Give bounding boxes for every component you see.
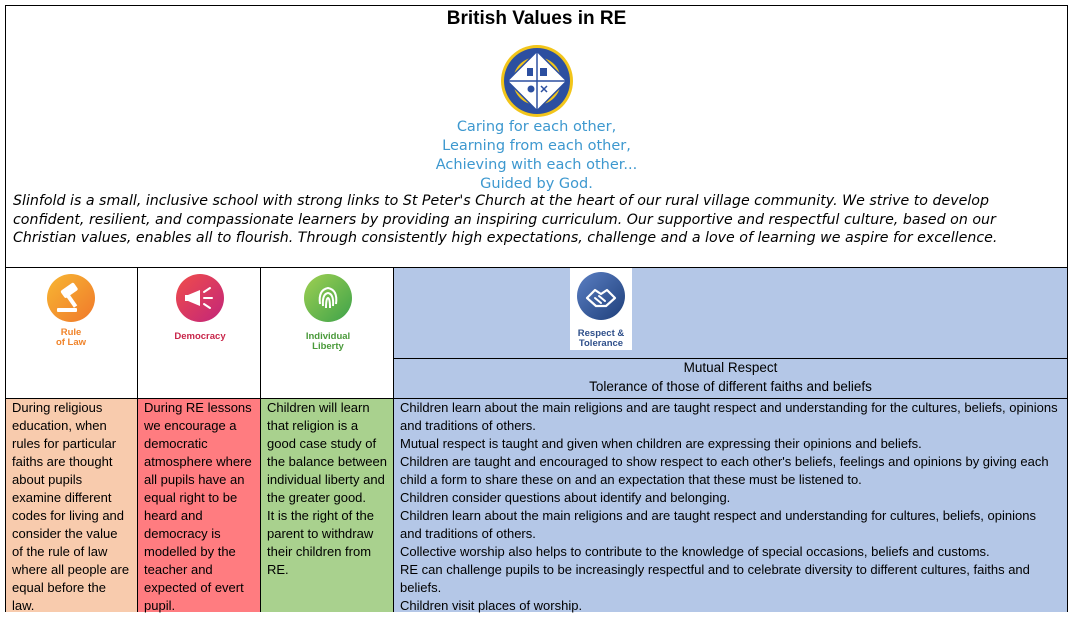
liberty-cell: [261, 398, 393, 612]
respect-label: Respect &: [577, 328, 625, 339]
list-item: Collective worship also helps to contribute to the knowledge of special occasions, beliefs and customs.: [400, 544, 990, 559]
liberty-text: It is the right of the parent to withdraw their children from RE.: [267, 508, 374, 577]
list-item: Children learn about the main religions and are taught respect and understanding for cultures, beliefs, opinions and traditions of others.: [400, 508, 1036, 541]
democracy-label: Democracy: [174, 331, 226, 342]
megaphone-icon: [170, 270, 230, 326]
column-divider: [137, 268, 138, 612]
liberty-label: Liberty: [312, 341, 344, 352]
column-divider: [260, 268, 261, 612]
row-divider: [394, 358, 1067, 359]
list-item: Children consider questions about identify and belonging.: [400, 490, 731, 505]
fingerprint-icon: [300, 270, 356, 326]
democracy-badge: [170, 270, 230, 350]
row-divider: [6, 398, 1067, 399]
rule-of-law-badge: [43, 270, 99, 350]
democracy-text: During RE lessons we encourage a democratic atmosphere where all pupils have an equal right to be heard and democracy is modelled by the teacher and expected of evert pupil.: [144, 400, 252, 613]
school-crest-logo: [500, 44, 574, 118]
list-item: Children visit places of worship.: [400, 598, 583, 613]
tolerance-heading: Tolerance of those of different faiths and beliefs: [589, 379, 872, 394]
mutual-respect-heading: Mutual Respect: [683, 360, 778, 375]
list-item: RE can challenge pupils to be increasingly respectful and to celebrate diversity to different cultures, faiths and beliefs.: [400, 562, 1030, 595]
democracy-cell: [138, 398, 260, 612]
respect-badge: [570, 268, 632, 350]
school-motto: [6, 118, 1067, 194]
document-frame: [5, 5, 1068, 612]
handshake-icon: [570, 268, 632, 324]
page-title: British Values in RE: [446, 8, 627, 29]
school-intro: Slinfold is a small, inclusive school with strong links to St Peter's Church at the heart of our rural village community. We strive to develop confident, resilient, and compassionate learners by providing an inspiring curriculum. Our supportive and respectful culture, based on our Christian values, enables all to flourish. Through consistently high expectations, challenge and a love of learning we aspire for excellence.: [13, 193, 998, 246]
liberty-badge: [300, 270, 356, 350]
list-item: Mutual respect is taught and given when children are expressing their opinions and beliefs.: [400, 436, 922, 451]
motto-line: Learning from each other,: [442, 138, 631, 154]
rule-of-law-text: During religious education, when rules for particular faiths are thought about pupils examine different codes for living and consider the value of the rule of law where all people are equal before the law.: [12, 400, 130, 613]
motto-line: Guided by God.: [480, 176, 593, 192]
liberty-label: Individual: [305, 331, 351, 342]
liberty-text: Children will learn that religion is a good case study of the balance between individual liberty and the greater good.: [267, 400, 387, 505]
gavel-icon: [43, 270, 99, 326]
list-item: Children are taught and encouraged to show respect to each other's beliefs, feelings and opinions by giving each child a form to share these on and an expectation that these must be listened to.: [400, 454, 1049, 487]
rule-of-law-label: Rule: [60, 327, 82, 338]
column-divider: [393, 268, 394, 612]
respect-label: Tolerance: [578, 338, 624, 349]
rule-of-law-label: of Law: [55, 337, 87, 348]
respect-list: [394, 398, 1067, 612]
respect-heading: [394, 358, 1067, 398]
list-item: Children learn about the main religions and are taught respect and understanding for the cultures, beliefs, opinions and traditions of others.: [400, 400, 1058, 433]
motto-line: Caring for each other,: [456, 119, 617, 135]
motto-line: Achieving with each other...: [435, 157, 638, 173]
rule-of-law-cell: [6, 398, 137, 612]
